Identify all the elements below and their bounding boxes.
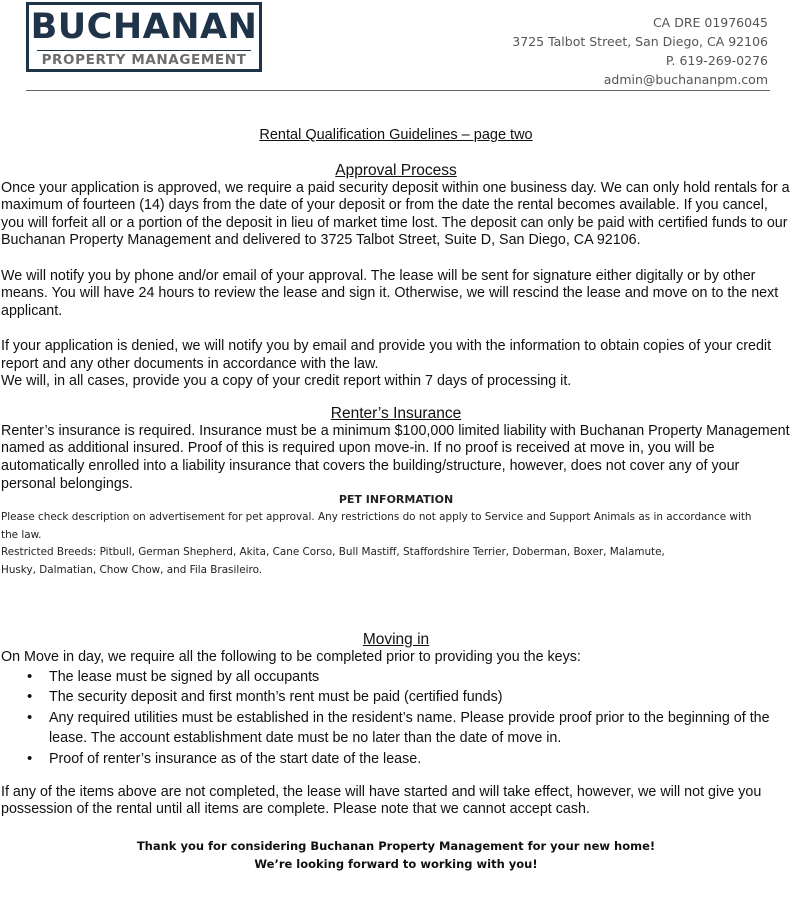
insurance-heading: Renter’s Insurance bbox=[330, 404, 462, 422]
header-divider bbox=[26, 90, 770, 91]
insurance-paragraph: Renter’s insurance is required. Insurance must be a minimum $100,000 limited liability with Buchanan Property Management named as additional insured. Proof of this is required upon move-in. If no proof is received at move in, you will be automatically enrolled into a liability insurance that covers the building/structure, however, does not cover any of your personal belongings. bbox=[1, 422, 790, 492]
approval-heading: Approval Process bbox=[335, 161, 457, 179]
pet-heading: PET INFORMATION bbox=[338, 493, 454, 507]
approval-paragraph-4: We will, in all cases, provide you a copy of your credit report within 7 days of processing it. bbox=[1, 373, 572, 390]
pet-paragraph: Please check description on advertisement for pet approval. Any restrictions do not apply to Service and Support Animals as in accordance with the law. bbox=[1, 511, 752, 541]
pet-information-section bbox=[1, 493, 791, 579]
move-in-requirements bbox=[1, 667, 791, 770]
logo-wordmark: BUCHANAN bbox=[30, 7, 258, 47]
moving-in-closing: If any of the items above are not completed, the lease will have started and will take effect, however, we will not give you possession of the rental until all items are complete. Please note that we cannot accept cash. bbox=[1, 783, 762, 818]
office-address: 3725 Talbot Street, San Diego, CA 92106 bbox=[512, 34, 768, 49]
list-item: • Proof of renter’s insurance as of the start date of the lease. bbox=[49, 749, 791, 770]
list-item: • Any required utilities must be established in the resident’s name. Please provide proof prior to the beginning of the lease. The account establishment date must be no later than the date of move in. bbox=[49, 708, 791, 749]
thank-you-line-1: Thank you for considering Buchanan Property Management for your new home! bbox=[136, 838, 656, 853]
logo-tagline: PROPERTY MANAGEMENT bbox=[41, 52, 247, 68]
list-item: • The lease must be signed by all occupants bbox=[49, 667, 791, 688]
license-number: CA DRE 01976045 bbox=[652, 15, 768, 30]
document-body bbox=[1, 127, 791, 873]
list-item: • The security deposit and first month’s rent must be paid (certified funds) bbox=[49, 687, 791, 708]
email-address[interactable]: admin@buchananpm.com bbox=[603, 72, 768, 87]
approval-paragraph-3: If your application is denied, we will notify you by email and provide you with the information to obtain copies of your credit report and any other documents in accordance with the law. bbox=[1, 337, 772, 372]
approval-paragraph-2: We will notify you by phone and/or email of your approval. The lease will be sent for signature either digitally or by other means. You will have 24 hours to review the lease and sign it. Otherwise, we will rescind the lease and move on to the next applicant. bbox=[1, 267, 779, 319]
contact-block bbox=[512, 13, 768, 89]
restricted-breeds: Restricted Breeds: Pitbull, German Shepherd, Akita, Cane Corso, Bull Mastiff, Staffordshire Terrier, Doberman, Boxer, Malamute, Husky, Dalmatian, Chow Chow, and Fila Brasileiro. bbox=[1, 546, 665, 576]
logo-divider bbox=[37, 50, 251, 51]
moving-in-heading: Moving in bbox=[362, 631, 430, 649]
approval-paragraph-1: Once your application is approved, we require a paid security deposit within one business day. We can only hold rentals for a maximum of fourteen (14) days from the date of your deposit or from the date the rental becomes available. If you cancel, you will forfeit all or a portion of the deposit in lieu of market time lost. The deposit can only be paid with certified funds to our Buchanan Property Management and delivered to 3725 Talbot Street, Suite D, San Diego, CA 92106. bbox=[1, 179, 790, 249]
moving-in-intro: On Move in day, we require all the following to be completed prior to providing you the keys: bbox=[1, 649, 581, 666]
document-title: Rental Qualification Guidelines – page two bbox=[259, 127, 533, 143]
phone-number: P. 619-269-0276 bbox=[665, 53, 768, 68]
thank-you-line-2: We’re looking forward to working with you! bbox=[254, 856, 538, 871]
company-logo bbox=[26, 2, 262, 72]
thank-you-message bbox=[1, 837, 791, 873]
